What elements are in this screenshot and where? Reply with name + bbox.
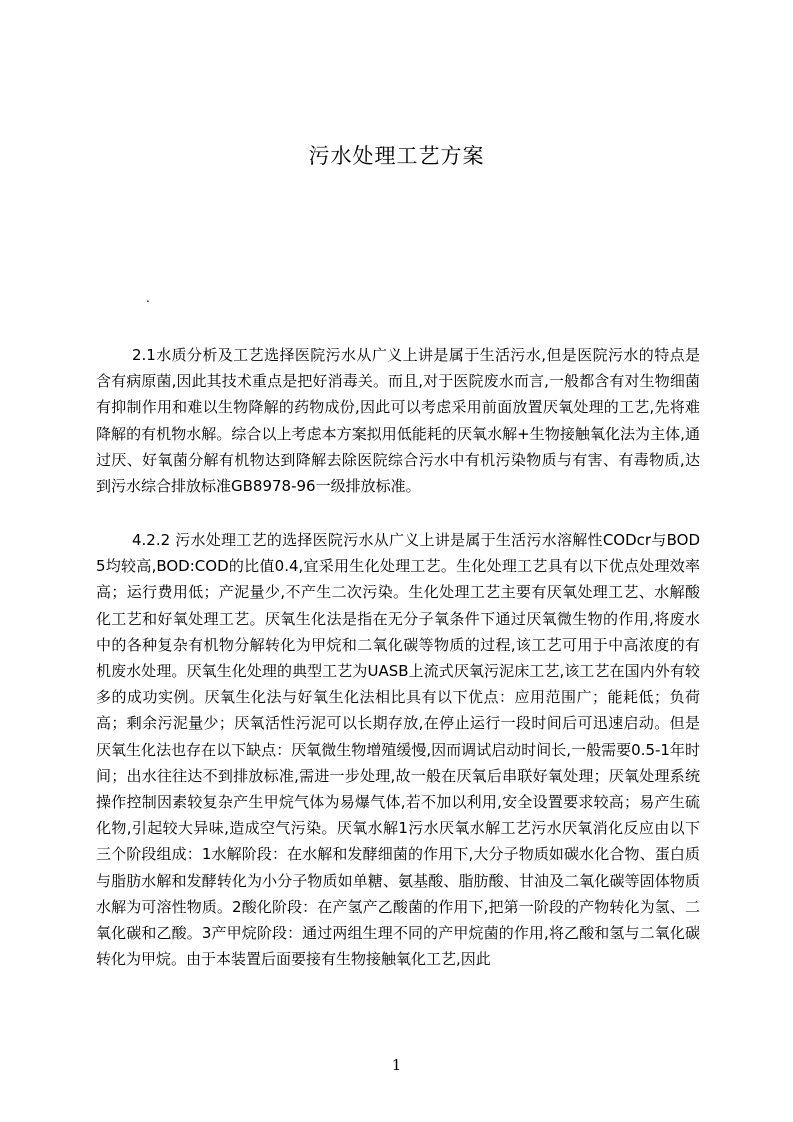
page-title: 污水处理工艺方案 (308, 144, 485, 168)
paragraph-water-quality-analysis: 2.1水质分析及工艺选择医院污水从广义上讲是属于生活污水,但是医院污水的特点是含有病原菌,因此其技术重点是把好消毒关。而且,对于医院废水而言,一般都含有对生物细菌有抑制作用和难以生物降解的药物成份,因此可以考虑采用前面放置厌氧处理的工艺,先将难降解的有机物水解。综合以上考虑本方案拟用低能耗的厌氧水解+生物接触氧化法为主体,通过厌、好氧菌分解有机物达到降解去除医院综合污水中有机污染物质与有害、有毒物质,达到污水综合排放标准GB8978-96一级排放标准。 (96, 346, 700, 496)
paragraph-process-selection: 4.2.2 污水处理工艺的选择医院污水从广义上讲是属于生活污水溶解性CODcr与BOD5均较高,BOD:COD的比值0.4,宜采用生化处理工艺。生化处理工艺具有以下优点处理效率高；运行费用低；产泥量少,不产生二次污染。生化处理工艺主要有厌氧处理工艺、水解酸化工艺和好氧处理工艺。厌氧生化法是指在无分子氧条件下通过厌氧微生物的作用,将废水中的各种复杂有机物分解转化为甲烷和二氧化碳等物质的过程,该工艺可用于中高浓度的有机废水处理。厌氧生化处理的典型工艺为UASB上流式厌氧污泥床工艺,该工艺在国内外有较多的成功实例。厌氧生化法与好氧生化法相比具有以下优点：应用范围广；能耗低；负荷高；剩余污泥量少；厌氧活性污泥可以长期存放,在停止运行一段时间后可迅速启动。但是厌氧生化法也存在以下缺点：厌氧微生物增殖缓慢,因而调试启动时间长,一般需要0.5-1年时间；出水往往达不到排放标准,需进一步处理,故一般在厌氧后串联好氧处理；厌氧处理系统操作控制因素较复杂产生甲烷气体为易爆气体,若不加以利用,安全设置要求较高；易产生硫化物,引起较大异味,造成空气污染。厌氧水解1污水厌氧水解工艺污水厌氧消化反应由以下三个阶段组成：1水解阶段：在水解和发酵细菌的作用下,大分子物质如碳水化合物、蛋白质与脂肪水解和发酵转化为小分子物质如单糖、氨基酸、脂肪酸、甘油及二氧化碳等固体物质水解为可溶性物质。2酸化阶段：在产氢产乙酸菌的作用下,把第一阶段的产物转化为氢、二氧化碳和乙酸。3产甲烷阶段：通过两组生理不同的产甲烷菌的作用,将乙酸和氢与二氧化碳转化为甲烷。由于本装置后面要接有生物接触氧化工艺,因此 (96, 531, 700, 969)
dot-mark: . (146, 291, 150, 305)
page-number: 1 (391, 1056, 402, 1074)
